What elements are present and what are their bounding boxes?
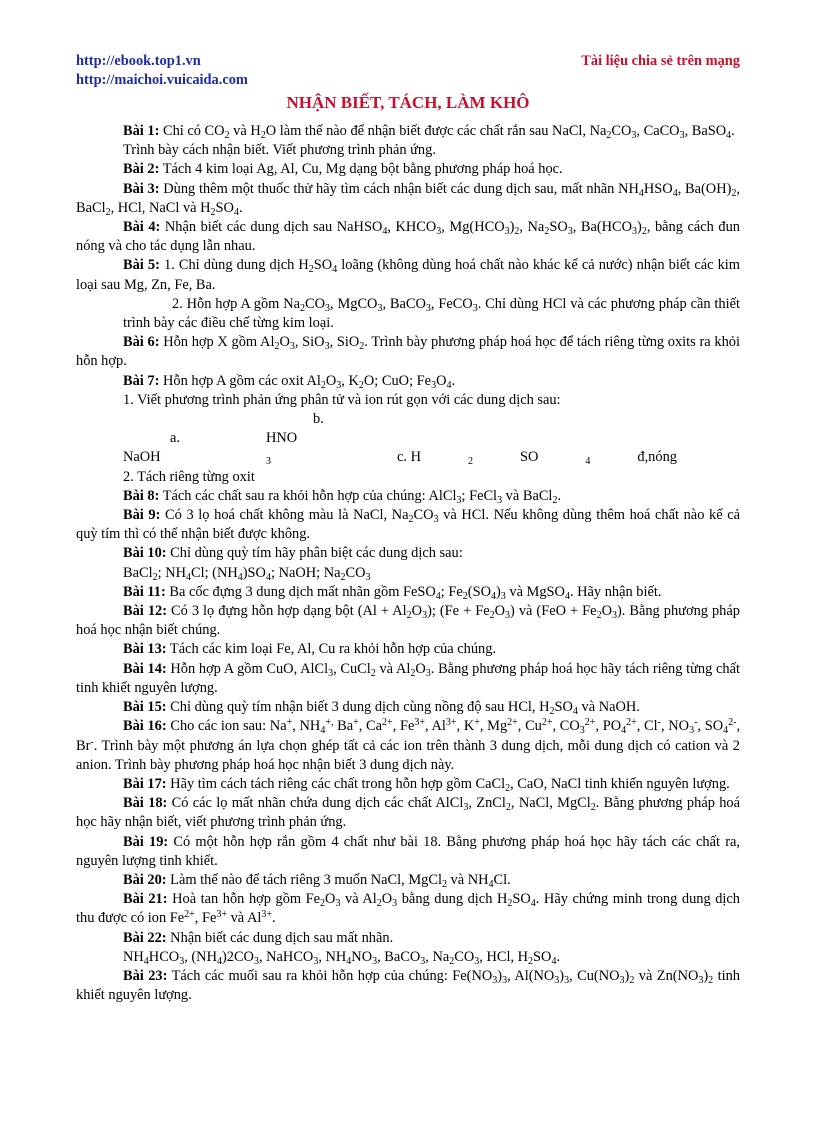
exercise-label: Bài 11: bbox=[123, 583, 166, 600]
exercise-6: Bài 6: Hỗn hợp X gồm $Al_2O_3$, SiO$_3$, SiO$_2$. Trình bày phương pháp hoá học để tách riêng từng oxits ra khỏi hỗn hợp. bbox=[76, 334, 740, 370]
exercise-label: Bài 12: bbox=[123, 603, 167, 620]
exercise-label: Bài 5: bbox=[123, 257, 160, 274]
exercise-label: Bài 10: bbox=[123, 545, 167, 562]
exercise-7-options bbox=[76, 410, 740, 468]
exercise-label: Bài 2: bbox=[123, 161, 160, 178]
exercise-10-list: BaCl$_2$; $NH_4Cl$; $(NH_4)SO_4$; NaOH; $Na_2CO_3$ bbox=[123, 564, 371, 583]
exercise-5: Bài 5: 1. Chỉ dùng dung dịch $H_2SO_4$ loãng (không dùng hoá chất nào khác kể cả nước) nhận biết các kim loại sau Mg, Zn, Fe, Ba. bbox=[76, 257, 741, 293]
exercise-13 bbox=[76, 640, 740, 659]
exercise-10 bbox=[76, 544, 740, 563]
exercise-3: Bài 3: Dùng thêm một thuốc thử hãy tìm cách nhận biết các dung dịch sau, mất nhãn $NH_4HSO_4$, $Ba(OH)_2$, BaCl$_2$, HCl, NaCl và $H_2SO_4$. bbox=[76, 180, 740, 218]
exercise-12: Bài 12: Có 3 lọ đựng hỗn hợp dạng bột $(Al + Al_2O_3)$; $(Fe + Fe_2O_3)$ và $(FeO + Fe_2O_3)$. Bằng phương pháp hoá học nhận biết chúng. bbox=[76, 603, 740, 639]
page-header bbox=[76, 52, 740, 90]
exercise-22 bbox=[76, 929, 740, 948]
header-link-ebook[interactable]: http://ebook.top1.vn bbox=[76, 53, 201, 69]
option-b: b. HNO3 bbox=[266, 411, 324, 468]
exercise-18: Bài 18: Có các lọ mất nhãn chứa dung dịch các chất AlCl$_3$, ZnCl$_2$, NaCl, MgCl$_2$. Bằng phương pháp hoá học hãy nhận biết, viết phương trình phản ứng. bbox=[76, 795, 741, 831]
exercise-23: Bài 23: Tách các muối sau ra khỏi hỗn hợp của chúng: $Fe(NO_3)_3$, $Al(NO_3)_3$, $Cu(NO_3)_2$ và $Zn(NO_3)_2$ tinh khiết nguyên lượng. bbox=[76, 967, 740, 1004]
exercise-14: Bài 14: Hỗn hợp A gồm CuO, AlCl$_3$, CuCl$_2$ và $Al_2O_3$. Bằng phương pháp hoá học hãy tách riêng từng chất tinh khiết nguyên lượng. bbox=[76, 660, 741, 696]
exercise-label: Bài 1: bbox=[123, 123, 160, 139]
document-page bbox=[76, 52, 740, 1005]
exercise-label: Bài 13: bbox=[123, 641, 167, 658]
exercise-text: Tách các kim loại Fe, Al, Cu ra khỏi hỗn hợp của chúng. bbox=[166, 641, 497, 658]
exercise-19 bbox=[76, 833, 740, 871]
exercise-label: Bài 17: bbox=[123, 775, 167, 792]
exercise-16: Bài 16: Cho các ion sau: Na+, $NH_4^{+,}$ Ba+, $Ca^{2+}$, $Fe^{3+}$, $Al^{3+}$, K+, $Mg^{2+}$, $Cu^{2+}$, $CO_3^{2+}$, $PO_4^{2+}$, Cl-, $NO_3^-$, $SO_4^{2-}$, Br-. Trình bày một phương án lựa chọn ghép tất cả các ion trên thành 3 dung dịch, mỗi dung dịch có cation và 2 anion. Trình bày phương pháp hoá học nhận biết 3 dung dịch này. bbox=[76, 717, 741, 773]
exercise-text: Hãy tìm cách tách riêng các chất trong hỗn hợp gồm CaCl bbox=[166, 775, 506, 792]
exercise-text: Chỉ dùng quỳ tím hãy phân biệt các dung dịch sau: bbox=[166, 545, 463, 562]
exercise-11: Bài 11: Ba cốc đựng 3 dung dịch mất nhãn gồm FeSO$_4$; $Fe_2(SO_4)_3$ và MgSO$_4$. Hãy nhận biết. bbox=[123, 583, 662, 602]
exercise-label: Bài 16: bbox=[123, 718, 167, 735]
exercise-20: Bài 20: Làm thế nào để tách riêng 3 muốn NaCl, MgCl$_2$ và $NH_4Cl$. bbox=[123, 871, 511, 890]
page-title: NHẬN BIẾT, TÁCH, LÀM KHÔ bbox=[286, 93, 530, 112]
exercise-17: Bài 17: Hãy tìm cách tách riêng các chất trong hỗn hợp gồm CaCl$_2$, CaO, NaCl tinh khiến nguyên lượng. bbox=[123, 775, 730, 794]
exercise-text: cách đun nóng và cho tác dụng lẫn nhau. bbox=[76, 219, 740, 255]
exercise-text: cần thiết trình bày các điều chế từng kim loại. bbox=[123, 295, 740, 332]
exercise-text: Có một hỗn hợp rắn gồm 4 chất như bài 18. Bằng phương pháp hoá học hãy tách các chất ra, nguyên lượng tinh khiết. bbox=[76, 833, 740, 869]
exercise-7-q2: 2. Tách riêng từng oxit bbox=[123, 468, 255, 485]
exercise-label: Bài 20: bbox=[123, 871, 167, 888]
exercise-label: Bài 6: bbox=[123, 334, 160, 351]
header-link-maichoi[interactable]: http://maichoi.vuicaida.com bbox=[76, 72, 248, 88]
option-c: c. H 2 SO 4 đ,nóng bbox=[397, 449, 677, 468]
exercise-1-line2: Trình bày cách nhận biết. Viết phương trình phản ứng. bbox=[123, 142, 436, 159]
exercise-label: Bài 7: bbox=[123, 372, 160, 389]
header-right-text: Tài liệu chia sẻ trên mạng bbox=[581, 53, 740, 69]
exercise-15: Bài 15: Chỉ dùng quỳ tím nhận biết 3 dung dịch cùng nồng độ sau HCl, $H_2SO_4$ và NaOH. bbox=[123, 699, 640, 718]
exercise-21: Bài 21: Hoà tan hỗn hợp gồm $Fe_2O_3$ và $Al_2O_3$ bằng dung dịch $H_2SO_4$. Hãy chứng minh trong dung dịch thu được có ion $Fe^{2+}$, $Fe^{3+}$ và $Al^{3+}$. bbox=[76, 891, 741, 927]
exercise-7: Bài 7: Hỗn hợp A gồm các oxit $Al_2O_3$, $K_2O$; CuO; $Fe_3O_4$. bbox=[123, 372, 456, 391]
exercise-label: Bài 15: bbox=[123, 699, 167, 716]
exercise-label: Bài 22: bbox=[123, 929, 167, 946]
exercise-label: Bài 14: bbox=[123, 660, 167, 677]
exercise-label: Bài 9: bbox=[123, 507, 161, 524]
exercise-label: Bài 23: bbox=[123, 967, 168, 984]
exercise-9: Bài 9: Có 3 lọ hoá chất không màu là NaCl, $Na_2CO_3$ và HCl. Nếu không dùng thêm hoá chất nào kể cả quỳ tím thì có thể nhận biết được không. bbox=[76, 507, 740, 543]
exercise-5-part2: 2. Hỗn hợp A gồm $Na_2CO_3$, MgCO$_3$, BaCO$_3$, FeCO$_3$. Chỉ dùng HCl và các phương pháp cần thiết trình bày các điều chế từng kim loại. bbox=[123, 295, 740, 332]
exercise-22-list: $NH_4HCO_3$, $(NH_4)2CO_3$, NaHCO$_3$, $NH_4NO_3$, BaCO$_3$, $Na_2CO_3$, HCl, $H_2SO_4$. bbox=[123, 948, 561, 967]
exercise-2 bbox=[76, 160, 740, 179]
exercise-text: 1. Chỉ dùng dung dịch H bbox=[159, 257, 309, 274]
exercise-label: Bài 4: bbox=[123, 219, 161, 236]
exercise-4: Bài 4: Nhận biết các dung dịch sau NaHSO$_4$, $KHCO_3$, $Mg(HCO_3)_2$, $Na_2SO_3$, $Ba(HCO_3)_2$, bằng cách đun nóng và cho tác dụng lẫn nhau. bbox=[76, 219, 740, 255]
exercise-text: Nhận biết các dung dịch sau mất nhãn. bbox=[166, 929, 394, 946]
exercise-text: Tách 4 kim loại Ag, Al, Cu, Mg dạng bột bằng phương pháp hoá học. bbox=[159, 161, 563, 178]
exercise-7-q1: 1. Viết phương trình phản ứng phân tử và ion rút gọn với các dung dịch sau: bbox=[123, 391, 561, 408]
exercise-text: loãng (không dùng hoá chất nào khác kể cả nước) nhận biết các kim loại sau Mg, Zn, Fe, Ba. bbox=[76, 257, 741, 293]
exercise-8: Bài 8: Tách các chất sau ra khỏi hỗn hợp của chúng: AlCl$_3$; FeCl$_3$ và BaCl$_2$. bbox=[123, 487, 562, 506]
exercise-label: Bài 19: bbox=[123, 833, 169, 850]
exercise-label: Bài 3: bbox=[123, 180, 160, 197]
option-a: a. NaOH bbox=[123, 430, 180, 466]
exercise-label: Bài 8: bbox=[123, 487, 160, 504]
exercise-text: SO bbox=[313, 257, 333, 274]
exercise-label: Bài 21: bbox=[123, 891, 168, 908]
exercise-label: Bài 18: bbox=[123, 795, 168, 812]
exercise-1: Bài 1: Chỉ có $CO_2$ và $H_2O$ làm thế nào để nhận biết được các chất rắn sau NaCl, $Na_2CO_3$, CaCO$_3$, BaSO$_4$. bbox=[123, 123, 735, 141]
